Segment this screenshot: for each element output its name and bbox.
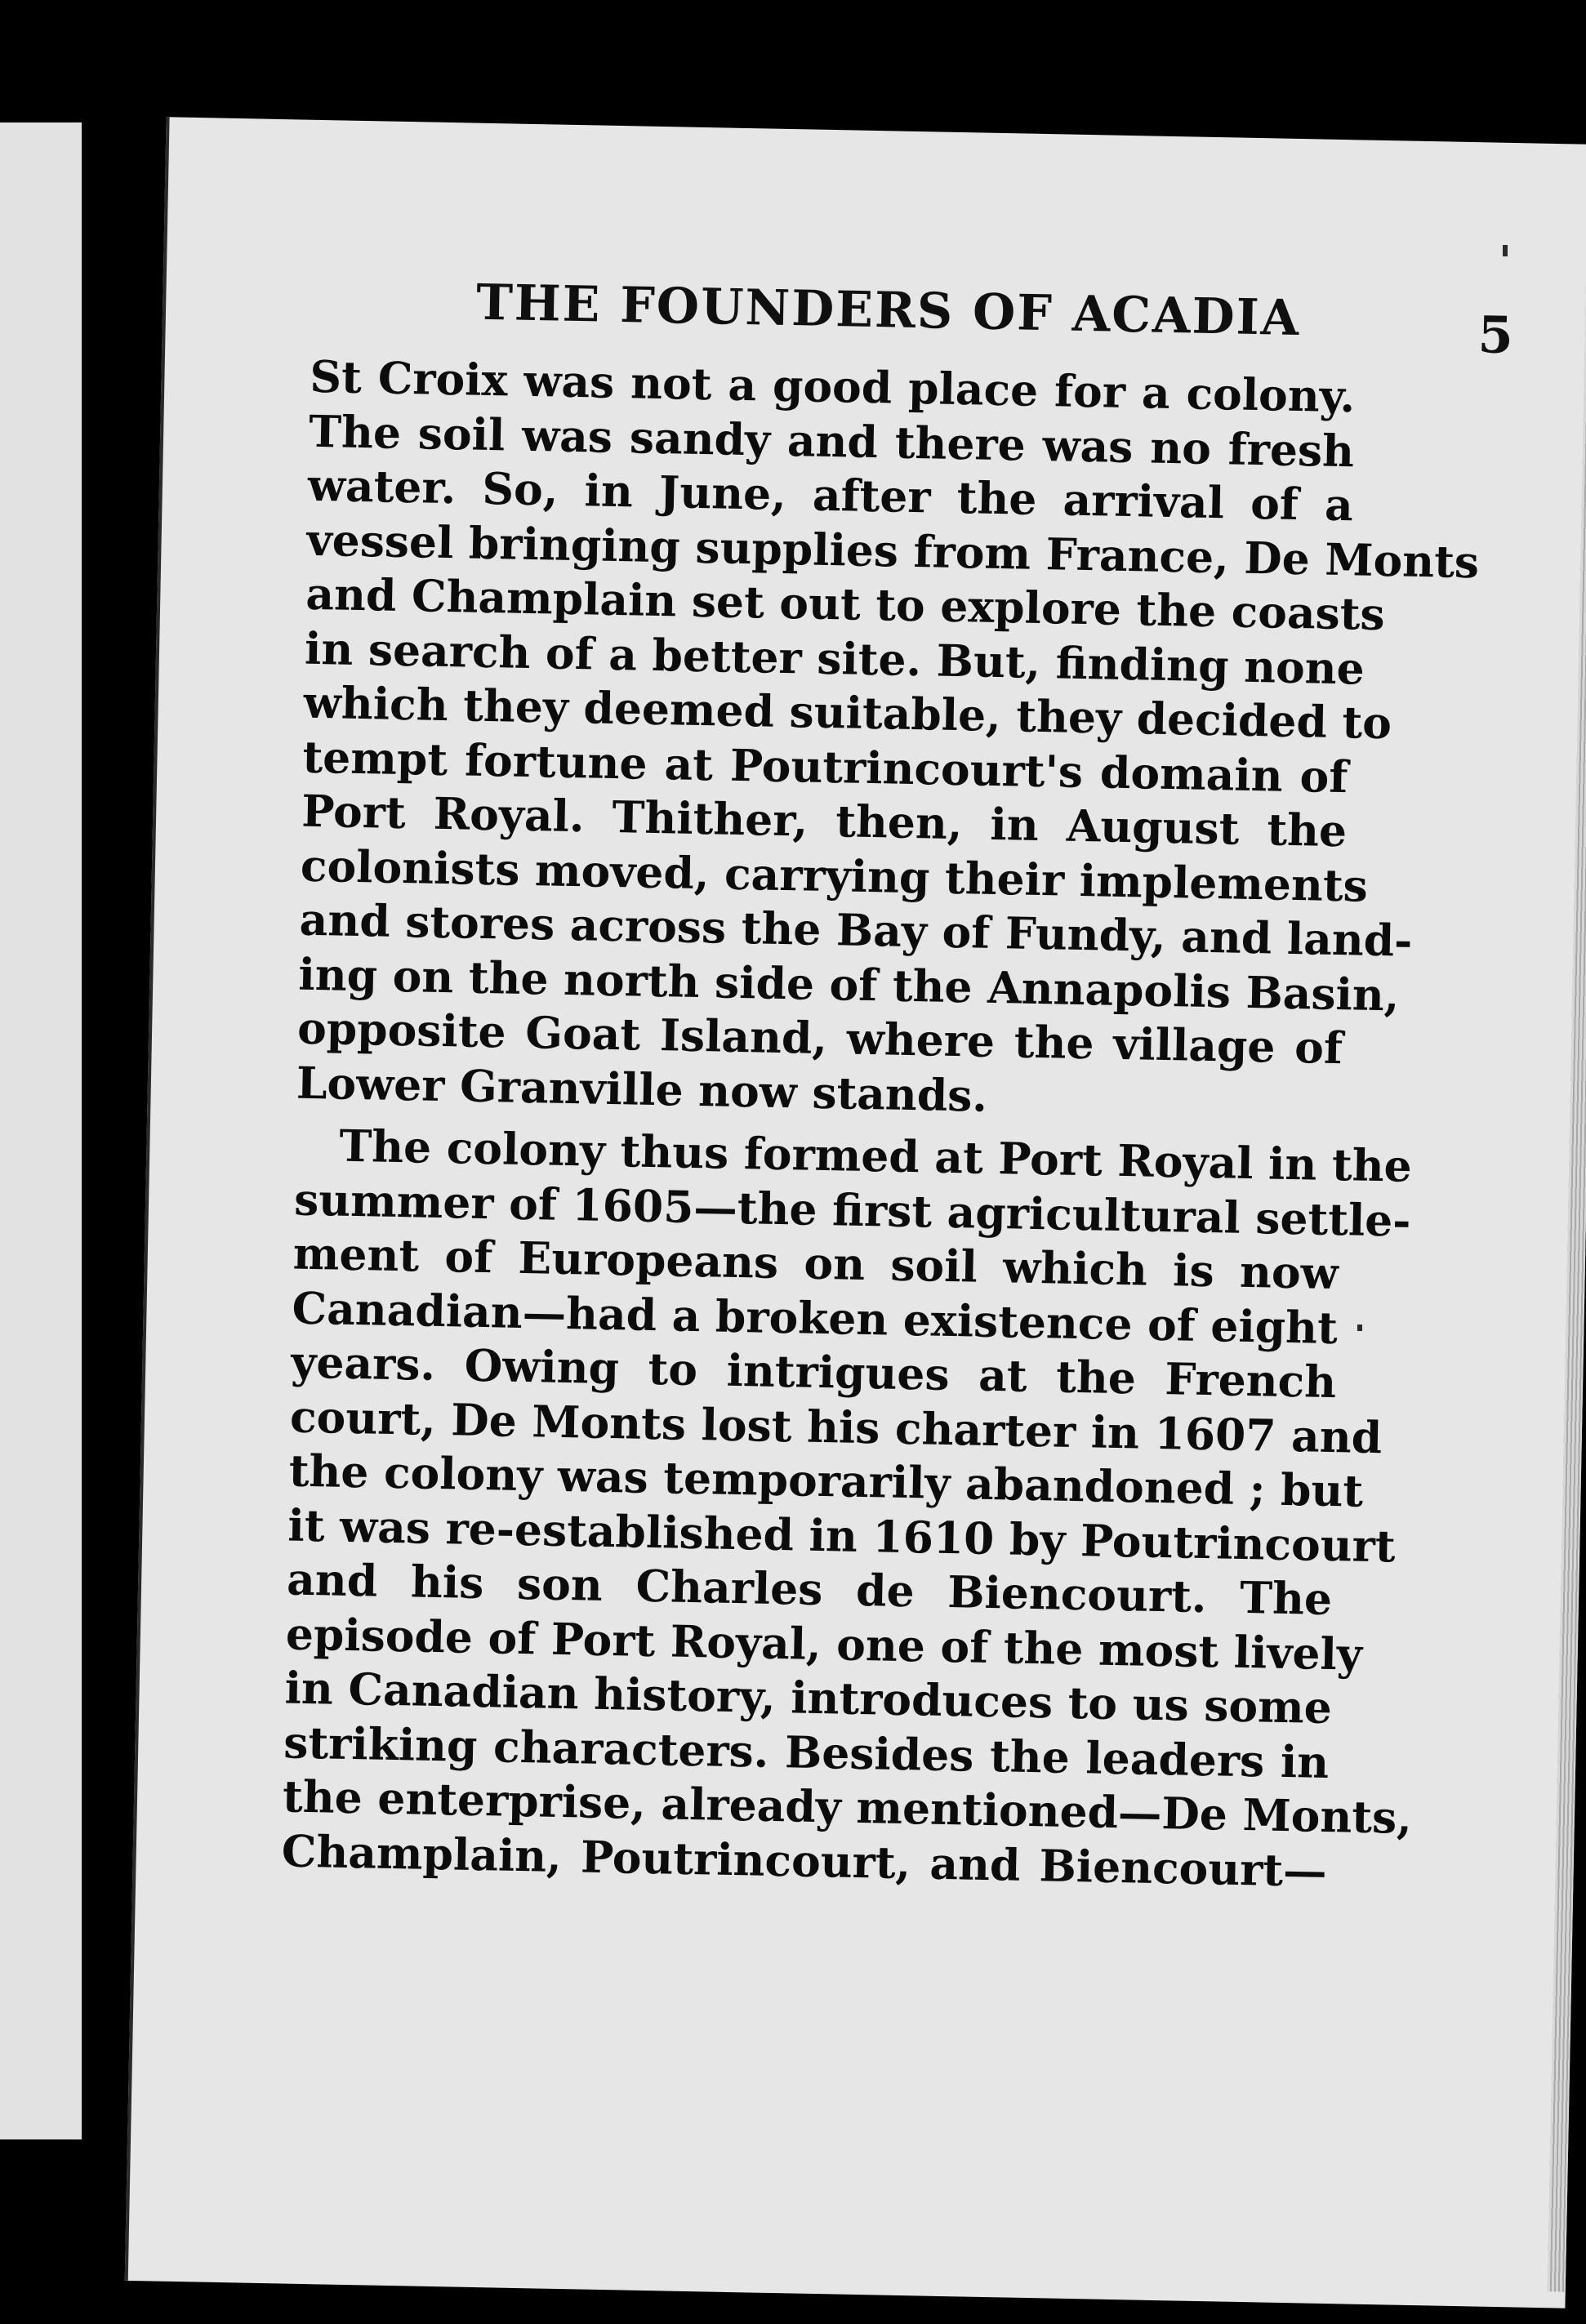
text-line: which they deemed suitable, they decided to <box>303 676 1392 750</box>
body-text <box>281 350 1480 1899</box>
facing-page-edge <box>0 122 82 2139</box>
page-number: 5 <box>1477 305 1514 366</box>
text-line: Canadian—had a broken existence of eight <box>292 1282 1339 1354</box>
text-line: and Champlain set out to explore the coasts <box>305 568 1386 641</box>
text-line: summer of 1605—the first agricultural settle- <box>293 1173 1412 1247</box>
text-line: years. Owing to intrigues at the French <box>290 1336 1337 1409</box>
text-line: tempt fortune at Poutrincourt's domain of <box>301 731 1348 803</box>
text-line: water. So, in June, after the arrival of a <box>307 459 1354 532</box>
running-head <box>475 274 1514 366</box>
text-line: court, De Monts lost his charter in 1607 and <box>289 1391 1383 1463</box>
scan-speck <box>1503 245 1508 256</box>
text-line: Champlain, Poutrincourt, and Biencourt— <box>281 1824 1328 1897</box>
text-line: St Croix was not a good place for a colony. <box>309 350 1356 423</box>
text-line: ing on the north side of the Annapolis Basin, <box>297 948 1401 1021</box>
text-line: it was re-established in 1610 by Poutrincourt <box>287 1498 1397 1573</box>
text-line: the colony was temporarily abandoned ; but <box>288 1445 1364 1517</box>
text-line: opposite Goat Island, where the village of <box>296 1002 1343 1075</box>
text-line: the enterprise, already mentioned—De Monts, <box>282 1770 1413 1844</box>
book-page <box>125 117 1586 2308</box>
text-line: The colony thus formed at Port Royal in the <box>338 1120 1413 1192</box>
text-line: striking characters. Besides the leaders in <box>283 1716 1330 1788</box>
text-line: episode of Port Royal, one of the most lively <box>285 1607 1363 1681</box>
text-line: Port Royal. Thither, then, in August the <box>301 785 1348 857</box>
text-line: in search of a better site. But, finding none <box>304 622 1365 695</box>
paragraph <box>281 1119 1413 1899</box>
scan-speck <box>1357 1325 1362 1331</box>
text-line: The soil was sandy and there was no fresh <box>308 405 1355 477</box>
text-line: in Canadian history, introduces to us some <box>284 1662 1333 1734</box>
text-line: and his son Charles de Biencourt. The <box>286 1553 1333 1626</box>
text-line: and stores across the Bay of Fundy, and land- <box>299 893 1413 967</box>
running-title: THE FOUNDERS OF ACADIA <box>475 274 1301 348</box>
paragraph <box>296 350 1480 1130</box>
text-line: vessel bringing supplies from France, De Monts <box>306 514 1480 588</box>
text-line: ment of Europeans on soil which is now <box>292 1227 1339 1300</box>
text-line: Lower Granville now stands. <box>296 1057 988 1122</box>
text-line: colonists moved, carrying their implements <box>300 839 1369 912</box>
